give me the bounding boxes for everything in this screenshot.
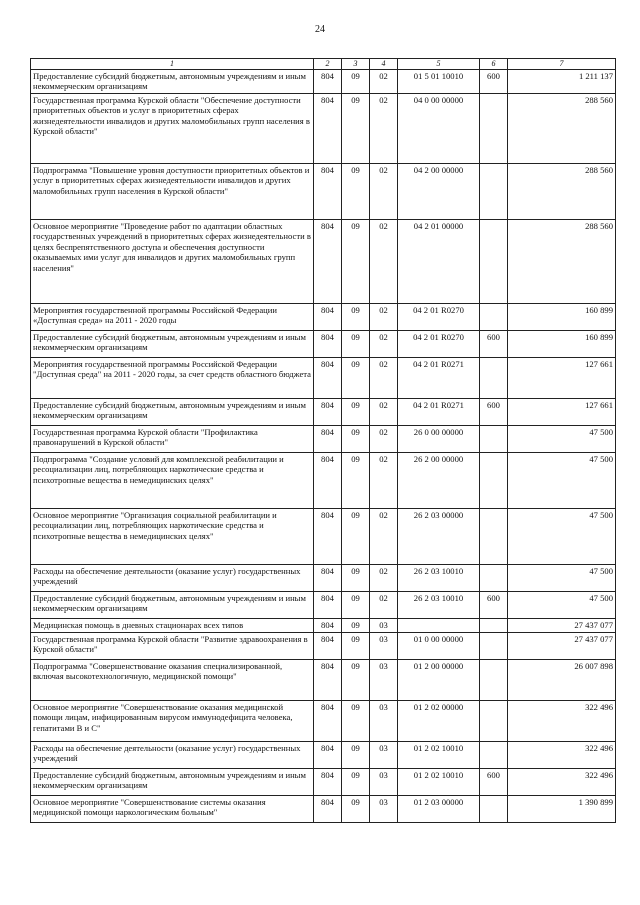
cell-name: Расходы на обеспечение деятельности (оказание услуг) государственных учреждений — [31, 564, 314, 591]
cell-amount: 288 560 — [508, 219, 616, 303]
cell-code: 26 2 03 10010 — [398, 591, 480, 618]
cell-code — [398, 618, 480, 632]
cell-code: 01 2 02 00000 — [398, 700, 480, 741]
cell-name: Медицинская помощь в дневных стационарах всех типов — [31, 618, 314, 632]
cell-amount: 322 496 — [508, 700, 616, 741]
cell-col-2: 804 — [314, 618, 342, 632]
cell-col-3: 09 — [342, 452, 370, 508]
cell-name: Предоставление субсидий бюджетным, автономным учреждениям и иным некоммерческим организациям — [31, 768, 314, 795]
cell-expense-type — [480, 659, 508, 700]
cell-amount: 288 560 — [508, 93, 616, 163]
cell-name: Расходы на обеспечение деятельности (оказание услуг) государственных учреждений — [31, 741, 314, 768]
cell-col-2: 804 — [314, 69, 342, 93]
cell-code: 04 2 01 R0271 — [398, 398, 480, 425]
header-col-2: 2 — [314, 59, 342, 70]
cell-amount: 322 496 — [508, 741, 616, 768]
cell-col-3: 09 — [342, 398, 370, 425]
cell-name: Предоставление субсидий бюджетным, автономным учреждениям и иным некоммерческим организациям — [31, 69, 314, 93]
table-row — [31, 700, 616, 741]
cell-code: 26 2 00 00000 — [398, 452, 480, 508]
cell-col-2: 804 — [314, 163, 342, 219]
cell-col-4: 02 — [370, 591, 398, 618]
cell-name: Основное мероприятие "Совершенствование оказания медицинской помощи лицам, инфицированным вирусом иммунодефицита человека, гепатитами В и С" — [31, 700, 314, 741]
table-row — [31, 219, 616, 303]
cell-expense-type — [480, 93, 508, 163]
cell-col-2: 804 — [314, 700, 342, 741]
cell-col-2: 804 — [314, 632, 342, 659]
table-row — [31, 768, 616, 795]
cell-col-3: 09 — [342, 508, 370, 564]
cell-expense-type — [480, 795, 508, 822]
cell-code: 04 2 01 00000 — [398, 219, 480, 303]
cell-code: 01 5 01 10010 — [398, 69, 480, 93]
cell-name: Основное мероприятие "Совершенствование системы оказания медицинской помощи наркологическим больным" — [31, 795, 314, 822]
cell-col-3: 09 — [342, 425, 370, 452]
cell-col-4: 02 — [370, 564, 398, 591]
cell-name: Мероприятия государственной программы Российской Федерации «Доступная среда» на 2011 - 2020 годы — [31, 303, 314, 330]
cell-col-4: 02 — [370, 163, 398, 219]
table-row — [31, 163, 616, 219]
table-body — [31, 69, 616, 822]
cell-name: Основное мероприятие "Организация социальной реабилитации и ресоциализации лиц, потребляющих наркотические средства и психотропные вещества в немедицинских целях" — [31, 508, 314, 564]
cell-col-3: 09 — [342, 564, 370, 591]
cell-col-2: 804 — [314, 219, 342, 303]
cell-col-3: 09 — [342, 591, 370, 618]
cell-amount: 27 437 077 — [508, 632, 616, 659]
cell-col-4: 02 — [370, 93, 398, 163]
cell-expense-type — [480, 618, 508, 632]
page-number: 24 — [315, 24, 325, 35]
table-row — [31, 398, 616, 425]
header-col-7: 7 — [508, 59, 616, 70]
cell-col-3: 09 — [342, 700, 370, 741]
table-row — [31, 425, 616, 452]
cell-col-4: 02 — [370, 303, 398, 330]
cell-col-4: 03 — [370, 768, 398, 795]
cell-expense-type — [480, 508, 508, 564]
cell-col-4: 02 — [370, 398, 398, 425]
cell-col-2: 804 — [314, 741, 342, 768]
cell-amount: 1 390 899 — [508, 795, 616, 822]
cell-name: Подпрограмма "Совершенствование оказания специализированной, включая высокотехнологичную, медицинской помощи" — [31, 659, 314, 700]
cell-expense-type — [480, 303, 508, 330]
cell-col-4: 03 — [370, 795, 398, 822]
cell-name: Мероприятия государственной программы Российской Федерации "Доступная среда" на 2011 - 2020 годы, за счет средств областного бюджета — [31, 357, 314, 398]
header-col-1: 1 — [31, 59, 314, 70]
table-row — [31, 618, 616, 632]
cell-col-3: 09 — [342, 795, 370, 822]
cell-code: 04 2 01 R0270 — [398, 330, 480, 357]
cell-code: 04 2 01 R0270 — [398, 303, 480, 330]
cell-col-2: 804 — [314, 303, 342, 330]
cell-col-4: 02 — [370, 330, 398, 357]
table-row — [31, 591, 616, 618]
cell-col-2: 804 — [314, 452, 342, 508]
table-row — [31, 330, 616, 357]
cell-name: Основное мероприятие "Проведение работ по адаптации областных государственных учреждений в приоритетных сферах жизнедеятельности в целях беспрепятственного доступа и обеспечения доступности оказываемых ими услуг для инвалидов и других маломобильных групп населения" — [31, 219, 314, 303]
cell-code: 26 2 03 10010 — [398, 564, 480, 591]
table-row — [31, 741, 616, 768]
cell-col-4: 02 — [370, 357, 398, 398]
cell-expense-type: 600 — [480, 69, 508, 93]
cell-col-2: 804 — [314, 768, 342, 795]
cell-expense-type — [480, 357, 508, 398]
cell-col-3: 09 — [342, 69, 370, 93]
table-row — [31, 659, 616, 700]
cell-expense-type: 600 — [480, 330, 508, 357]
cell-amount: 127 661 — [508, 357, 616, 398]
cell-col-4: 03 — [370, 741, 398, 768]
cell-code: 04 2 01 R0271 — [398, 357, 480, 398]
cell-code: 04 2 00 00000 — [398, 163, 480, 219]
table-header — [31, 59, 616, 70]
cell-name: Подпрограмма "Создание условий для комплексной реабилитации и ресоциализации лиц, потребляющих наркотические средства и психотропные вещества в немедицинских целях" — [31, 452, 314, 508]
cell-amount: 1 211 137 — [508, 69, 616, 93]
cell-name: Государственная программа Курской области "Развитие здравоохранения в Курской области" — [31, 632, 314, 659]
cell-amount: 160 899 — [508, 303, 616, 330]
cell-expense-type — [480, 632, 508, 659]
table-row — [31, 357, 616, 398]
cell-name: Предоставление субсидий бюджетным, автономным учреждениям и иным некоммерческим организациям — [31, 591, 314, 618]
cell-name: Государственная программа Курской области "Обеспечение доступности приоритетных объектов и услуг в приоритетных сферах жизнедеятельности инвалидов и других маломобильных групп населения в Курской области" — [31, 93, 314, 163]
cell-expense-type: 600 — [480, 398, 508, 425]
cell-name: Подпрограмма "Повышение уровня доступности приоритетных объектов и услуг в приоритетных сферах жизнедеятельности инвалидов и других маломобильных групп населения в Курской области" — [31, 163, 314, 219]
cell-amount: 160 899 — [508, 330, 616, 357]
cell-col-2: 804 — [314, 357, 342, 398]
cell-col-3: 09 — [342, 357, 370, 398]
header-col-4: 4 — [370, 59, 398, 70]
cell-code: 01 2 03 00000 — [398, 795, 480, 822]
table-row — [31, 564, 616, 591]
cell-col-3: 09 — [342, 330, 370, 357]
cell-code: 01 2 00 00000 — [398, 659, 480, 700]
cell-col-3: 09 — [342, 632, 370, 659]
header-col-3: 3 — [342, 59, 370, 70]
cell-code: 26 0 00 00000 — [398, 425, 480, 452]
cell-col-4: 02 — [370, 69, 398, 93]
cell-expense-type — [480, 700, 508, 741]
cell-name: Предоставление субсидий бюджетным, автономным учреждениям и иным некоммерческим организациям — [31, 398, 314, 425]
cell-expense-type — [480, 425, 508, 452]
cell-col-4: 02 — [370, 452, 398, 508]
cell-expense-type: 600 — [480, 768, 508, 795]
cell-col-3: 09 — [342, 163, 370, 219]
cell-amount: 47 500 — [508, 591, 616, 618]
table-row — [31, 795, 616, 822]
cell-col-2: 804 — [314, 795, 342, 822]
cell-col-3: 09 — [342, 303, 370, 330]
cell-amount: 127 661 — [508, 398, 616, 425]
table-row — [31, 452, 616, 508]
cell-name: Государственная программа Курской области "Профилактика правонарушений в Курской области" — [31, 425, 314, 452]
cell-amount: 47 500 — [508, 564, 616, 591]
cell-col-3: 09 — [342, 219, 370, 303]
cell-col-2: 804 — [314, 330, 342, 357]
cell-col-4: 02 — [370, 508, 398, 564]
cell-amount: 47 500 — [508, 508, 616, 564]
table-row — [31, 93, 616, 163]
header-col-6: 6 — [480, 59, 508, 70]
cell-col-2: 804 — [314, 398, 342, 425]
budget-table — [30, 58, 616, 823]
cell-col-3: 09 — [342, 93, 370, 163]
cell-col-2: 804 — [314, 591, 342, 618]
cell-amount: 27 437 077 — [508, 618, 616, 632]
table-row — [31, 632, 616, 659]
cell-code: 04 0 00 00000 — [398, 93, 480, 163]
cell-col-2: 804 — [314, 564, 342, 591]
cell-col-2: 804 — [314, 508, 342, 564]
cell-col-4: 02 — [370, 425, 398, 452]
cell-col-4: 03 — [370, 659, 398, 700]
header-col-5: 5 — [398, 59, 480, 70]
cell-col-4: 03 — [370, 700, 398, 741]
cell-col-2: 804 — [314, 659, 342, 700]
cell-col-2: 804 — [314, 425, 342, 452]
cell-amount: 26 007 898 — [508, 659, 616, 700]
cell-code: 01 2 02 10010 — [398, 741, 480, 768]
cell-col-3: 09 — [342, 659, 370, 700]
table-row — [31, 303, 616, 330]
cell-expense-type — [480, 741, 508, 768]
cell-amount: 47 500 — [508, 452, 616, 508]
cell-col-4: 02 — [370, 219, 398, 303]
cell-code: 01 2 02 10010 — [398, 768, 480, 795]
cell-col-4: 03 — [370, 632, 398, 659]
cell-amount: 288 560 — [508, 163, 616, 219]
cell-col-4: 03 — [370, 618, 398, 632]
cell-expense-type: 600 — [480, 591, 508, 618]
cell-amount: 47 500 — [508, 425, 616, 452]
cell-code: 26 2 03 00000 — [398, 508, 480, 564]
cell-expense-type — [480, 564, 508, 591]
header-row — [31, 59, 616, 70]
cell-name: Предоставление субсидий бюджетным, автономным учреждениям и иным некоммерческим организациям — [31, 330, 314, 357]
cell-col-2: 804 — [314, 93, 342, 163]
cell-expense-type — [480, 219, 508, 303]
cell-expense-type — [480, 163, 508, 219]
cell-col-3: 09 — [342, 768, 370, 795]
cell-expense-type — [480, 452, 508, 508]
table-row — [31, 69, 616, 93]
cell-col-3: 09 — [342, 618, 370, 632]
cell-code: 01 0 00 00000 — [398, 632, 480, 659]
cell-amount: 322 496 — [508, 768, 616, 795]
table-row — [31, 508, 616, 564]
cell-col-3: 09 — [342, 741, 370, 768]
